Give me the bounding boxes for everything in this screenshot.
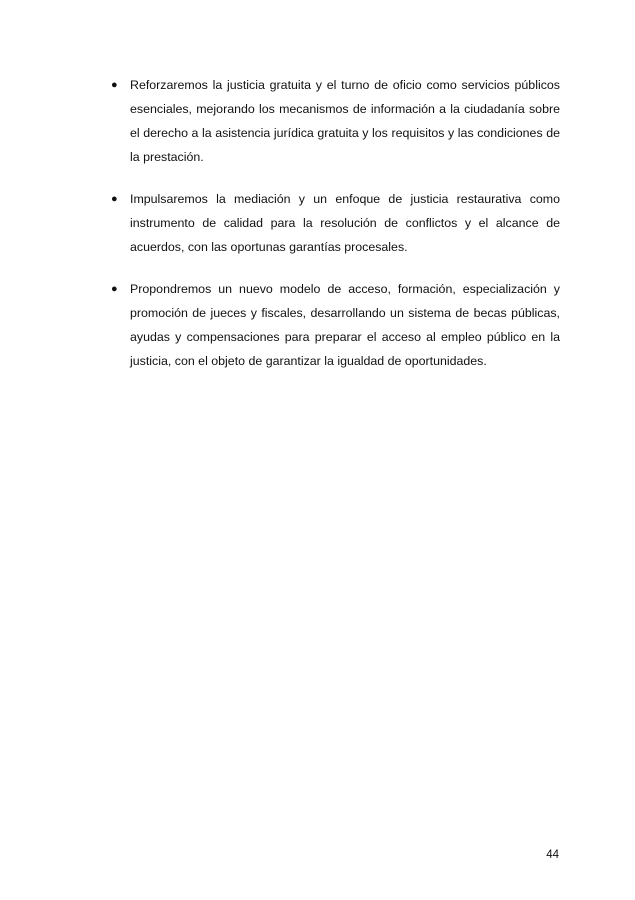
bullet-item-mediation — [110, 187, 560, 259]
bullet-text: Propondremos un nuevo modelo de acceso, formación, especialización y promoción de jueces y fiscales, desarrollando un sistema de becas públicas, ayudas y compensaciones para preparar el acceso al empleo público en la justicia, con el objeto de garantizar la igualdad de oportunidades. — [130, 282, 560, 368]
bullet-list — [110, 73, 560, 391]
bullet-text: Impulsaremos la mediación y un enfoque de justicia restaurativa como instrumento de calidad para la resolución de conflictos y el alcance de acuerdos, con las oportunas garantías procesales. — [130, 192, 560, 254]
bullet-point-icon: ● — [111, 79, 118, 91]
bullet-item-judges-access — [110, 277, 560, 373]
bullet-point-icon: ● — [111, 283, 118, 295]
bullet-point-icon: ● — [111, 193, 118, 205]
bullet-text: Reforzaremos la justicia gratuita y el turno de oficio como servicios públicos esenciales, mejorando los mecanismos de información a la ciudadanía sobre el derecho a la asistencia jurídica gratuita y los requisitos y las condiciones de la prestación. — [130, 78, 560, 164]
bullet-item-free-justice — [110, 73, 560, 169]
page-number: 44 — [546, 849, 559, 861]
